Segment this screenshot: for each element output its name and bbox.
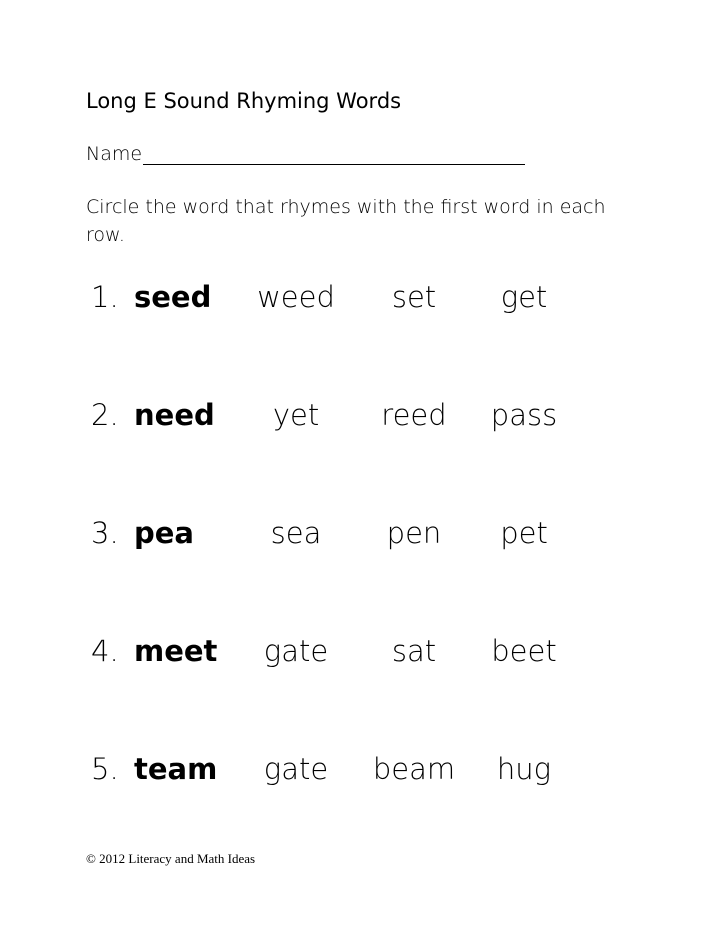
row-number: 2. — [91, 398, 119, 432]
word-choice[interactable]: sat — [391, 634, 437, 668]
word-choice[interactable]: pass — [490, 398, 558, 432]
rhyme-row-2 — [0, 398, 720, 438]
worksheet-title: Long E Sound Rhyming Words — [86, 89, 402, 113]
rhyme-row-3 — [0, 516, 720, 556]
row-number: 3. — [91, 516, 119, 550]
row-number: 5. — [91, 752, 119, 786]
word-choice[interactable]: beam — [372, 752, 456, 786]
word-choice[interactable]: pen — [386, 516, 442, 550]
row-keyword: seed — [134, 280, 212, 314]
rhyme-row-5 — [0, 752, 720, 792]
word-choice[interactable]: gate — [263, 634, 329, 668]
name-label: Name — [86, 143, 143, 165]
row-keyword: need — [134, 398, 215, 432]
word-choice[interactable]: set — [391, 280, 437, 314]
row-keyword: meet — [134, 634, 218, 668]
instructions-text: Circle the word that rhymes with the first word in each row. — [86, 196, 606, 246]
word-choice[interactable]: weed — [257, 280, 335, 314]
word-choice[interactable]: sea — [270, 516, 322, 550]
word-choice[interactable]: gate — [263, 752, 329, 786]
name-blank-line[interactable] — [143, 146, 525, 165]
row-number: 4. — [91, 634, 119, 668]
row-number: 1. — [91, 280, 119, 314]
word-choice[interactable]: reed — [381, 398, 447, 432]
word-choice[interactable]: get — [500, 280, 548, 314]
row-keyword: pea — [134, 516, 194, 550]
rhyme-row-4 — [0, 634, 720, 674]
word-choice[interactable]: yet — [272, 398, 320, 432]
word-choice[interactable]: beet — [491, 634, 557, 668]
name-field-row — [86, 143, 525, 165]
copyright-footer: © 2012 Literacy and Math Ideas — [86, 851, 256, 866]
rhyme-row-1 — [0, 280, 720, 320]
row-keyword: team — [134, 752, 218, 786]
word-choice[interactable]: hug — [496, 752, 552, 786]
word-choice[interactable]: pet — [500, 516, 548, 550]
